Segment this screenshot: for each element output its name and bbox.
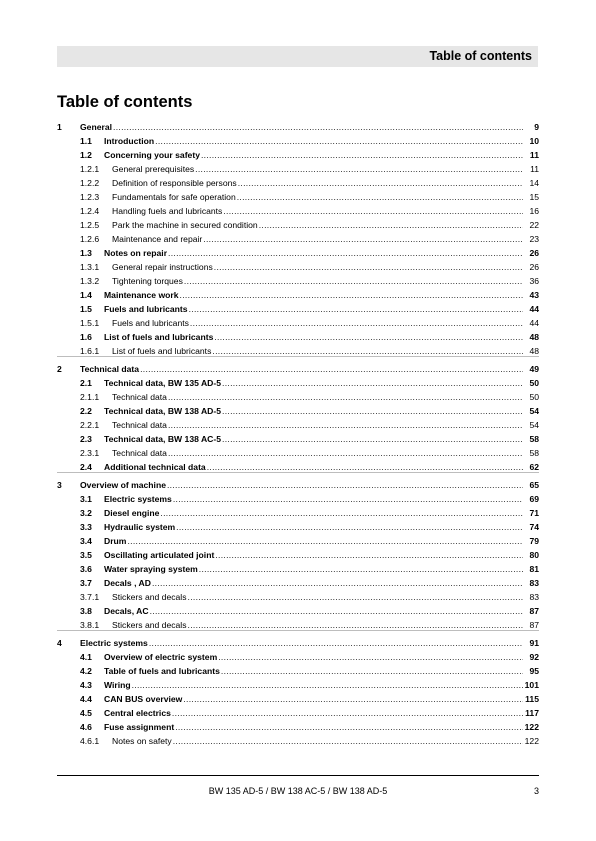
toc-entry-number: 1.2.2 — [80, 178, 100, 188]
toc-entry-number: 1.6.1 — [80, 346, 100, 356]
dot-leader — [214, 332, 523, 342]
toc-entry-title: Tightening torques — [112, 276, 183, 286]
toc-entry-page: 48 — [529, 346, 539, 356]
toc-entry-title: Park the machine in secured condition — [112, 220, 258, 230]
dot-leader — [173, 494, 523, 504]
toc-entry-page: 122 — [524, 722, 539, 732]
footer-page-number: 3 — [533, 786, 539, 796]
dot-leader — [222, 434, 523, 444]
page-header — [57, 46, 538, 67]
toc-entry-page: 87 — [529, 606, 539, 616]
toc-entry-page: 83 — [529, 592, 539, 602]
toc-entry[interactable] — [57, 374, 539, 388]
dot-leader — [173, 736, 523, 746]
dot-leader — [168, 448, 523, 458]
toc-entry[interactable] — [57, 472, 539, 490]
toc-entry-number: 3.3 — [80, 522, 92, 532]
toc-entry-number: 1.2.4 — [80, 206, 100, 216]
dot-leader — [201, 150, 523, 160]
toc-entry-number: 2 — [57, 364, 62, 374]
dot-leader — [183, 694, 523, 704]
toc-entry-number: 4 — [57, 638, 62, 648]
toc-entry[interactable] — [57, 416, 539, 430]
toc-entry-title: Notes on safety — [112, 736, 172, 746]
toc-entry-number: 1.1 — [80, 136, 92, 146]
toc-entry[interactable] — [57, 202, 539, 216]
dot-leader — [140, 364, 523, 374]
toc-entry-number: 1.4 — [80, 290, 92, 300]
toc-entry[interactable] — [57, 560, 539, 574]
dot-leader — [259, 220, 523, 230]
dot-leader — [168, 392, 523, 402]
toc-entry-page: 71 — [529, 508, 539, 518]
toc-entry[interactable] — [57, 616, 539, 630]
toc-entry-number: 2.3.1 — [80, 448, 100, 458]
toc-entry[interactable] — [57, 402, 539, 416]
dot-leader — [223, 206, 523, 216]
dot-leader — [152, 578, 523, 588]
toc-entry-number: 1.2 — [80, 150, 92, 160]
toc-entry[interactable] — [57, 602, 539, 616]
toc-entry-page: 50 — [529, 378, 539, 388]
toc-entry-number: 3.8.1 — [80, 620, 100, 630]
toc-entry-title: Decals, AC — [104, 606, 149, 616]
dot-leader — [222, 378, 523, 388]
toc-entry-title: Electric systems — [104, 494, 172, 504]
toc-entry-page: 83 — [529, 578, 539, 588]
dot-leader — [155, 136, 523, 146]
toc-entry-title: List of fuels and lubricants — [104, 332, 214, 342]
toc-entry[interactable] — [57, 648, 539, 662]
toc-entry[interactable] — [57, 244, 539, 258]
toc-entry-title: CAN BUS overview — [104, 694, 183, 704]
toc-entry-page: 81 — [529, 564, 539, 574]
footer-divider — [57, 775, 539, 776]
toc-entry-page: 9 — [534, 122, 539, 132]
toc-entry-number: 3.4 — [80, 536, 92, 546]
dot-leader — [127, 536, 523, 546]
toc-entry-title: Electric systems — [80, 638, 148, 648]
toc-entry-title: Notes on repair — [104, 248, 168, 258]
toc-entry-page: 49 — [529, 364, 539, 374]
dot-leader — [190, 318, 523, 328]
toc-entry-number: 4.1 — [80, 652, 92, 662]
toc-entry-page: 58 — [529, 434, 539, 444]
toc-entry-page: 26 — [529, 262, 539, 272]
toc-entry[interactable] — [57, 504, 539, 518]
toc-entry-page: 11 — [530, 164, 539, 174]
toc-entry-page: 26 — [529, 248, 539, 258]
toc-entry-title: Table of fuels and lubricants — [104, 666, 220, 676]
toc-entry-number: 1 — [57, 122, 62, 132]
toc-entry-page: 54 — [529, 420, 539, 430]
toc-entry-title: General — [80, 122, 113, 132]
toc-entry[interactable] — [57, 690, 539, 704]
toc-entry-number: 2.2 — [80, 406, 92, 416]
toc-entry[interactable] — [57, 342, 539, 356]
toc-entry-number: 4.5 — [80, 708, 92, 718]
toc-entry-number: 4.2 — [80, 666, 92, 676]
toc-entry-number: 1.2.1 — [80, 164, 100, 174]
toc-entry-page: 15 — [529, 192, 539, 202]
header-title: Table of contents — [429, 49, 532, 63]
toc-entry-number: 1.6 — [80, 332, 92, 342]
dot-leader — [199, 564, 523, 574]
toc-entry-title: Central electrics — [104, 708, 171, 718]
dot-leader — [214, 262, 523, 272]
toc-entry-number: 2.3 — [80, 434, 92, 444]
toc-entry-number: 2.1 — [80, 378, 92, 388]
toc-entry[interactable] — [57, 574, 539, 588]
toc-entry-page: 11 — [529, 150, 539, 160]
dot-leader — [172, 708, 523, 718]
toc-entry[interactable] — [57, 356, 539, 374]
toc-entry-number: 3.8 — [80, 606, 92, 616]
dot-leader — [203, 234, 523, 244]
toc-entry-page: 23 — [529, 234, 539, 244]
toc-entry-title: Fuels and lubricants — [112, 318, 189, 328]
toc-entry-number: 2.4 — [80, 462, 92, 472]
dot-leader — [180, 290, 524, 300]
toc-entry-title: Overview of machine — [80, 480, 166, 490]
toc-entry-title: Technical data — [80, 364, 140, 374]
toc-entry-title: Introduction — [104, 136, 155, 146]
toc-entry-page: 79 — [529, 536, 539, 546]
toc-entry-number: 1.2.5 — [80, 220, 100, 230]
dot-leader — [149, 638, 523, 648]
toc-entry[interactable] — [57, 388, 539, 402]
toc-entry-number: 3.1 — [80, 494, 92, 504]
toc-entry-title: Fuels and lubricants — [104, 304, 188, 314]
toc-entry-number: 4.6 — [80, 722, 92, 732]
dot-leader — [113, 122, 523, 132]
table-of-contents — [57, 115, 539, 746]
toc-entry-page: 10 — [529, 136, 539, 146]
toc-entry-page: 54 — [529, 406, 539, 416]
toc-entry-page: 117 — [525, 708, 539, 718]
dot-leader — [189, 304, 523, 314]
toc-entry[interactable] — [57, 258, 539, 272]
toc-entry-title: Technical data — [112, 420, 167, 430]
toc-entry-page: 91 — [529, 638, 539, 648]
toc-entry-title: Maintenance and repair — [112, 234, 203, 244]
toc-entry-number: 3.6 — [80, 564, 92, 574]
toc-entry-number: 1.3.2 — [80, 276, 100, 286]
dot-leader — [218, 652, 523, 662]
toc-entry-page: 14 — [529, 178, 539, 188]
toc-entry[interactable] — [57, 718, 539, 732]
toc-entry-title: Fuse assignment — [104, 722, 175, 732]
toc-entry[interactable] — [57, 314, 539, 328]
toc-entry-number: 2.2.1 — [80, 420, 100, 430]
toc-entry[interactable] — [57, 188, 539, 202]
toc-entry-page: 101 — [524, 680, 539, 690]
toc-entry-number: 1.2.3 — [80, 192, 100, 202]
toc-entry-page: 22 — [529, 220, 539, 230]
toc-entry-title: Additional technical data — [104, 462, 206, 472]
toc-entry-page: 62 — [529, 462, 539, 472]
dot-leader — [215, 550, 523, 560]
dot-leader — [175, 722, 522, 732]
toc-entry[interactable] — [57, 662, 539, 676]
toc-entry-page: 43 — [529, 290, 539, 300]
dot-leader — [212, 346, 523, 356]
dot-leader — [132, 680, 523, 690]
toc-entry-page: 92 — [529, 652, 539, 662]
toc-entry-title: Overview of electric system — [104, 652, 218, 662]
toc-entry[interactable] — [57, 272, 539, 286]
toc-entry-title: Handling fuels and lubricants — [112, 206, 223, 216]
toc-entry[interactable] — [57, 532, 539, 546]
toc-entry[interactable] — [57, 588, 539, 602]
toc-entry-page: 50 — [529, 392, 539, 402]
toc-entry-title: Wiring — [104, 680, 131, 690]
toc-entry-page: 44 — [529, 318, 539, 328]
toc-entry[interactable] — [57, 676, 539, 690]
toc-entry-number: 4.3 — [80, 680, 92, 690]
toc-entry-title: General prerequisites — [112, 164, 195, 174]
toc-entry-title: Maintenance work — [104, 290, 179, 300]
toc-entry[interactable] — [57, 328, 539, 342]
toc-entry-page: 69 — [529, 494, 539, 504]
toc-entry[interactable] — [57, 230, 539, 244]
toc-entry-page: 65 — [529, 480, 539, 490]
toc-entry-number: 4.6.1 — [80, 736, 100, 746]
toc-entry-number: 4.4 — [80, 694, 92, 704]
dot-leader — [168, 420, 523, 430]
toc-entry-title: Fundamentals for safe operation — [112, 192, 236, 202]
toc-entry-title: Oscillating articulated joint — [104, 550, 215, 560]
toc-entry[interactable] — [57, 146, 539, 160]
toc-entry-title: Stickers and decals — [112, 620, 187, 630]
toc-entry-page: 122 — [524, 736, 539, 746]
toc-entry[interactable] — [57, 732, 539, 746]
toc-entry-number: 3.7.1 — [80, 592, 100, 602]
toc-entry-number: 3.7 — [80, 578, 92, 588]
toc-entry[interactable] — [57, 546, 539, 560]
toc-entry[interactable] — [57, 490, 539, 504]
toc-entry-number: 1.5.1 — [80, 318, 100, 328]
toc-entry-title: Hydraulic system — [104, 522, 176, 532]
toc-entry-number: 3.2 — [80, 508, 92, 518]
dot-leader — [150, 606, 523, 616]
toc-entry[interactable] — [57, 216, 539, 230]
toc-entry[interactable] — [57, 132, 539, 146]
toc-entry-page: 44 — [529, 304, 539, 314]
toc-entry[interactable] — [57, 704, 539, 718]
page-title: Table of contents — [57, 93, 193, 111]
toc-entry[interactable] — [57, 286, 539, 300]
toc-entry-title: General repair instructions — [112, 262, 213, 272]
toc-entry-number: 1.3.1 — [80, 262, 100, 272]
toc-entry-number: 2.1.1 — [80, 392, 100, 402]
toc-entry[interactable] — [57, 160, 539, 174]
toc-entry[interactable] — [57, 518, 539, 532]
dot-leader — [222, 406, 523, 416]
toc-entry-page: 58 — [529, 448, 539, 458]
toc-entry-page: 16 — [529, 206, 539, 216]
dot-leader — [207, 462, 523, 472]
toc-entry-page: 36 — [529, 276, 539, 286]
toc-entry[interactable] — [57, 444, 539, 458]
dot-leader — [237, 192, 523, 202]
dot-leader — [160, 508, 523, 518]
toc-entry-page: 48 — [529, 332, 539, 342]
toc-entry-number: 1.2.6 — [80, 234, 100, 244]
toc-entry-page: 115 — [525, 694, 539, 704]
toc-entry-page: 87 — [529, 620, 539, 630]
dot-leader — [188, 592, 523, 602]
dot-leader — [184, 276, 523, 286]
toc-entry-number: 1.3 — [80, 248, 92, 258]
toc-entry[interactable] — [57, 174, 539, 188]
toc-entry-number: 3 — [57, 480, 62, 490]
dot-leader — [188, 620, 523, 630]
dot-leader — [238, 178, 523, 188]
dot-leader — [221, 666, 523, 676]
toc-entry-number: 3.5 — [80, 550, 92, 560]
toc-entry[interactable] — [57, 300, 539, 314]
dot-leader — [167, 480, 523, 490]
dot-leader — [176, 522, 523, 532]
toc-entry[interactable] — [57, 458, 539, 472]
toc-entry-number: 1.5 — [80, 304, 92, 314]
toc-entry-title: Technical data, BW 138 AC-5 — [104, 434, 222, 444]
toc-entry-title: Technical data — [112, 448, 167, 458]
toc-entry-page: 95 — [529, 666, 539, 676]
toc-entry-title: Decals , AD — [104, 578, 151, 588]
dot-leader — [168, 248, 523, 258]
toc-entry[interactable] — [57, 630, 539, 648]
toc-entry-title: Technical data — [112, 392, 167, 402]
toc-entry[interactable] — [57, 115, 539, 132]
toc-entry-title: Technical data, BW 135 AD-5 — [104, 378, 222, 388]
toc-entry-title: Stickers and decals — [112, 592, 187, 602]
toc-entry-title: Drum — [104, 536, 127, 546]
toc-entry-title: Definition of responsible persons — [112, 178, 237, 188]
toc-entry[interactable] — [57, 430, 539, 444]
toc-entry-title: Technical data, BW 138 AD-5 — [104, 406, 222, 416]
footer-models: BW 135 AD-5 / BW 138 AC-5 / BW 138 AD-5 — [208, 786, 388, 796]
toc-entry-title: Diesel engine — [104, 508, 160, 518]
dot-leader — [195, 164, 523, 174]
toc-entry-page: 74 — [529, 522, 539, 532]
toc-entry-title: Concerning your safety — [104, 150, 200, 160]
toc-entry-title: List of fuels and lubricants — [112, 346, 212, 356]
toc-entry-title: Water spraying system — [104, 564, 198, 574]
toc-entry-page: 80 — [529, 550, 539, 560]
